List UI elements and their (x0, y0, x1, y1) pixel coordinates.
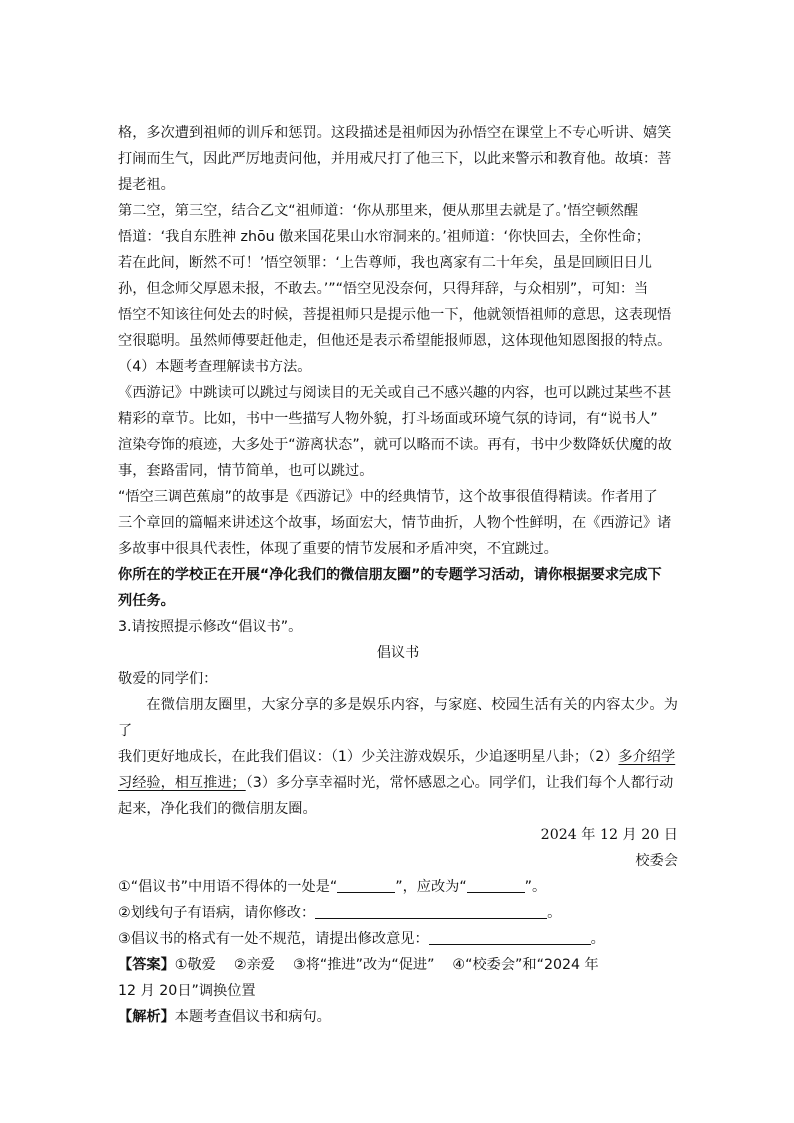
letter-body-line: 起来，净化我们的微信朋友圈。 (118, 801, 317, 817)
text-line: 若在此间，断然不可！’悟空领罪：‘上告尊师，我也离家有二十年矣，虽是回顾旧日儿 (118, 255, 652, 271)
letter-title: 倡议书 (376, 645, 420, 661)
answer-blank[interactable] (315, 904, 547, 919)
answer-line: 12 月 20日”调换位置 (118, 983, 256, 999)
text-line: 悟空不知该往何处去的时候，菩提祖师只是提示他一下，他就领悟祖师的意思，这表现悟 (118, 307, 672, 323)
letter-body-line (118, 744, 678, 770)
letter-body-text: （3）多分享幸福时光，常怀感恩之心。同学们，让我们每个人都行动 (245, 775, 674, 791)
answer-label: 【答案】 (118, 957, 175, 973)
text-line: 孙，但念师父厚恩未报，不敢去。’”“悟空见没奈何，只得拜辞，与众相别”，可知：当 (118, 281, 649, 297)
letter-date: 2024 年 12 月 20 日 (540, 827, 678, 843)
answer-line (118, 952, 678, 978)
underlined-sentence: 习经验，相互推进； (118, 775, 246, 791)
sub-question-2 (118, 900, 678, 926)
answer-blank[interactable] (467, 878, 525, 893)
document-page (118, 120, 678, 1030)
sub-question-text: 。 (590, 931, 605, 947)
section-heading: （4）本题考查理解读书方法。 (118, 359, 312, 375)
text-line: 《西游记》中跳读可以跳过与阅读目的无关或自己不感兴趣的内容，也可以跳过某些不甚 (118, 385, 672, 401)
question-title: 3.请按照提示修改“倡议书”。 (118, 619, 303, 635)
answer-item: ④“校委会”和“2024 年 (452, 957, 599, 973)
underlined-sentence: 多介绍学 (618, 749, 676, 765)
letter-salutation: 敬爱的同学们： (118, 671, 218, 687)
letter-body-text: 我们更好地成长，在此我们倡议：（1）少关注游戏娱乐，少追逐明星八卦；（2） (118, 749, 619, 765)
answer-blank[interactable] (337, 878, 395, 893)
answer-item: ①敬爱 (174, 957, 216, 973)
text-line: 渲染夸饰的痕迹，大多处于“游离状态”，就可以略而不读。再有，书中少数降妖伏魔的故 (118, 437, 672, 453)
task-instruction: 列任务。 (118, 593, 175, 609)
sub-question-1 (118, 874, 678, 900)
answer-item: ③将“推进”改为“促进” (292, 957, 435, 973)
analysis-label: 【解析】 (118, 1009, 175, 1025)
text-line: 事，套路雷同，情节简单，也可以跳过。 (118, 463, 374, 479)
sub-question-text: 。 (547, 905, 562, 921)
letter-body-line: 在微信朋友圈里，大家分享的多是娱乐内容，与家庭、校园生活有关的内容太少。为了 (118, 697, 678, 739)
sub-question-text: ”，应改为“ (395, 879, 467, 895)
sub-question-3 (118, 926, 678, 952)
sub-question-text: ”。 (524, 879, 547, 895)
text-line: 提老祖。 (118, 177, 175, 193)
analysis-text: 本题考查倡议书和病句。 (174, 1009, 331, 1025)
letter-body-line (118, 770, 678, 796)
text-line: 悟道：‘我自东胜神 zhōu 傲来国花果山水帘洞来的。’祖师道：‘你快回去，全你性命； (118, 229, 650, 245)
text-line: 多故事中很具代表性，体现了重要的情节发展和矛盾冲突，不宜跳过。 (118, 541, 558, 557)
task-instruction: 你所在的学校正在开展“净化我们的微信朋友圈”的专题学习活动，请你根据要求完成下 (118, 567, 662, 583)
answer-blank[interactable] (429, 930, 591, 945)
text-line: 第二空，第三空，结合乙文“祖师道：‘你从那里来，便从那里去就是了。’悟空顿然醒 (118, 203, 639, 219)
answer-item: ②亲爱 (233, 957, 275, 973)
analysis-line (118, 1004, 678, 1030)
text-line: 格，多次遭到祖师的训斥和惩罚。这段描述是祖师因为孙悟空在课堂上不专心听讲、嬉笑 (118, 125, 672, 141)
text-line: 空很聪明。虽然师傅要赶他走，但他还是表示希望能报师恩，这体现他知恩图报的特点。 (118, 333, 672, 349)
text-line: “悟空三调芭蕉扇”的故事是《西游记》中的经典情节，这个故事很值得精读。作者用了 (118, 489, 658, 505)
sub-question-text: ②划线句子有语病，请你修改： (118, 905, 316, 921)
text-line: 精彩的章节。比如，书中一些描写人物外貌，打斗场面或环境气氛的诗词，有“说书人” (118, 411, 658, 427)
text-line: 三个章回的篇幅来讲述这个故事，场面宏大，情节曲折，人物个性鲜明，在《西游记》诸 (118, 515, 672, 531)
letter-signer: 校委会 (635, 853, 678, 869)
sub-question-text: ③倡议书的格式有一处不规范，请提出修改意见： (118, 931, 429, 947)
sub-question-text: ①“倡议书”中用语不得体的一处是“ (118, 879, 338, 895)
text-line: 打闹而生气，因此严厉地责问他，并用戒尺打了他三下，以此来警示和教育他。故填：菩 (118, 151, 672, 167)
